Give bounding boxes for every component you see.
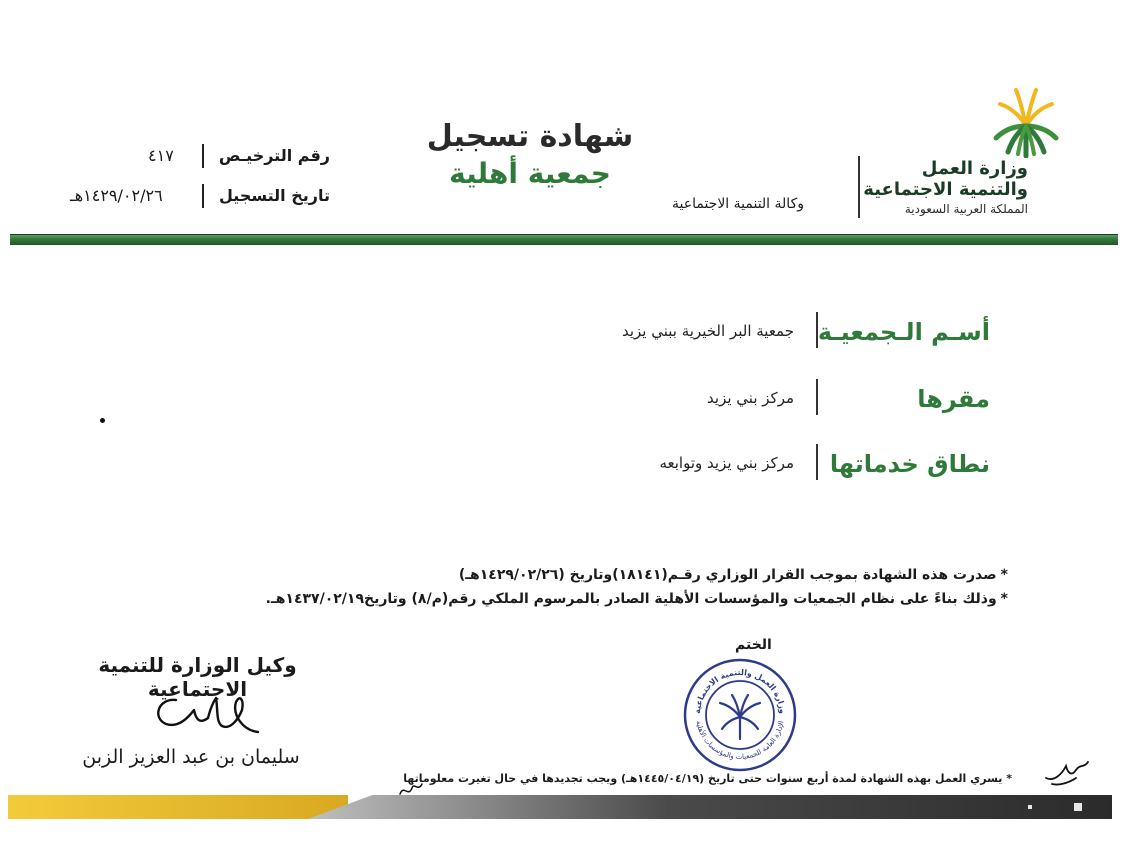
license-number-divider [202, 144, 204, 168]
association-name-label: أسـم الـجمعيـة [817, 318, 990, 346]
asterisk-icon: * [1000, 591, 1008, 607]
asterisk-icon: * [1002, 772, 1012, 785]
footer-band-dark [308, 795, 1112, 819]
footer-band-mark [1074, 803, 1082, 811]
note-text: وذلك بناءً على نظام الجمعيات والمؤسسات الأهلية الصادر بالمرسوم الملكي رقم(م/٨) وتاريخ١٤٣٧/٠٢/١٩هـ. [265, 591, 997, 607]
footer-band [8, 795, 1112, 819]
ministry-name-line2: والتنمية الاجتماعية [863, 179, 1028, 200]
validity-note-text: يسري العمل بهذه الشهادة لمدة أربع سنوات حتى تاريخ (١٤٤٥/٠٤/١٩هـ) ويجب تجديدها في حال تغيرت معلوماتها [403, 772, 1003, 785]
certificate-title-line1: شهادة تسجيل [426, 119, 634, 154]
service-scope-value: مركز بني يزيد وتوابعه [659, 454, 794, 472]
header-divider [858, 156, 860, 218]
note-text: صدرت هذه الشهادة بموجب القرار الوزاري رقـم(١٨١٤١)وتاريخ (١٤٢٩/٠٢/٢٦هـ) [458, 567, 997, 583]
certificate-title-line2: جمعية أهلية [449, 157, 611, 190]
ministry-name-line1: وزارة العمل [921, 158, 1028, 179]
field-divider [816, 379, 818, 415]
registration-date-divider [202, 184, 204, 208]
palm-logo-icon [990, 86, 1062, 158]
footer-band-gold [8, 795, 348, 819]
service-scope-label: نطاق خدماتها [829, 450, 990, 478]
header-band [10, 234, 1118, 245]
headquarters-label: مقرها [917, 385, 990, 413]
seal-label: الختم [735, 637, 772, 653]
ministry-name-block [863, 158, 1028, 218]
field-divider [816, 444, 818, 480]
headquarters-row [560, 385, 990, 425]
seal-ring-text-bottom: الإدارة العامة للجمعيات والمؤسسات الأهلية [694, 720, 786, 762]
stray-dot [100, 418, 105, 423]
signatory-name: سليمان بن عبد العزيز الزبن [82, 746, 300, 768]
registration-date-value: ١٤٢٩/٠٢/٢٦هـ [70, 186, 163, 205]
handwritten-signature-icon [138, 680, 278, 740]
association-name-row [560, 318, 990, 358]
seal-ring-text-top: وزارة العمل والتنمية الاجتماعية [692, 667, 788, 715]
field-divider [816, 312, 818, 348]
note-item [128, 587, 1008, 611]
validity-note [403, 772, 1012, 785]
note-item [128, 563, 1008, 587]
agency-name: وكالة التنمية الاجتماعية [672, 196, 804, 212]
footer-band-mark [1028, 805, 1032, 809]
headquarters-value: مركز بني يزيد [707, 389, 794, 407]
country-name: المملكة العربية السعودية [904, 202, 1028, 216]
service-scope-row [560, 450, 990, 490]
signatory-title: وكيل الوزارة للتنمية الاجتماعية [98, 653, 297, 701]
license-number-label: رقم الترخيـص [218, 146, 330, 165]
asterisk-icon: * [1000, 567, 1008, 583]
initials-signature-icon [1040, 752, 1096, 788]
issuance-notes [128, 563, 1008, 611]
registration-date-label: تاريخ التسجيل [219, 186, 330, 205]
seal-stamp-icon [682, 657, 798, 773]
association-name-value: جمعية البر الخيرية ببني يزيد [621, 322, 794, 340]
certificate-title [410, 118, 650, 192]
license-number-value: ٤١٧ [148, 146, 174, 165]
